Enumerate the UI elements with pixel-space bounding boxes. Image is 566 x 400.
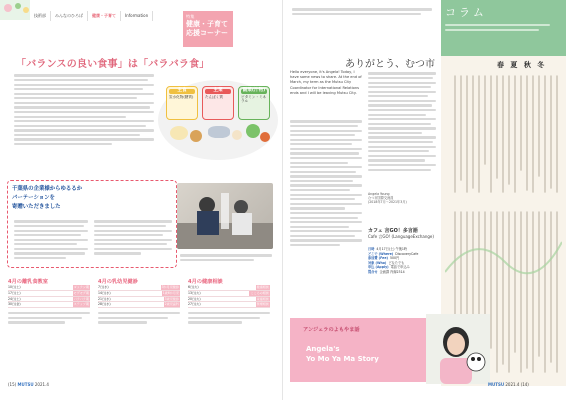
event-name: 1歳6か月児: [162, 290, 179, 295]
event-title: 4月の乳幼児健診: [98, 279, 138, 285]
event-date: 17日(土): [8, 290, 21, 295]
people-photo-icon: [177, 183, 273, 249]
info-key: 参加費 (Fee): [368, 256, 388, 261]
event-date: 24日(土): [8, 296, 21, 301]
event-date: 20日(火): [188, 296, 201, 301]
special-title: 健康・子育て 応援コーナー: [186, 20, 228, 37]
rice-icon: [170, 126, 188, 140]
angela-portrait: [426, 314, 490, 384]
info-key: 日時: [368, 247, 375, 251]
event-name: 3歳児健診: [164, 296, 179, 301]
event-name: モグモグ期: [73, 290, 89, 295]
event-date: 7日(水): [98, 285, 109, 289]
english-intro: Hello everyone, it's Angela! Today, I have some news to share. At the end of March, my term as the Mutsu City Coordinator for International Relations ends and I will be leaving Mutsu City.: [290, 70, 362, 95]
info-value: 500円: [389, 256, 400, 261]
tab-plaza[interactable]: みんなのひろば: [51, 11, 88, 21]
event-date: 30日(金): [8, 302, 21, 307]
photo-caption: [180, 252, 272, 264]
cafe-title: カフェ 言GO！多言語: [368, 228, 418, 234]
portrait-photo-icon: [426, 314, 490, 384]
staple-box: [166, 86, 198, 120]
info-key: どこで (Where): [368, 251, 394, 256]
event-name: 2歳児歯科: [164, 302, 179, 307]
page-number: (15): [8, 382, 17, 387]
event-table-checkup: [98, 278, 180, 370]
page-number: (14): [520, 382, 529, 387]
tab-tech[interactable]: 技術部: [30, 11, 51, 21]
event-date: 10日(土): [8, 285, 21, 289]
info-key: 申込 (Apply): [368, 265, 389, 270]
event-title: 4月の健康相談: [188, 279, 223, 285]
article-headline: 「バランスの良い食事」は「バラバラ食」: [16, 59, 210, 70]
column-subtitle: 春 夏 秋 冬: [497, 61, 547, 69]
info-value: 4月17日(土) 午後1時: [376, 247, 408, 251]
fish-icon: [208, 126, 230, 138]
side-dish-desc: ビタミン・ミネラル: [241, 94, 267, 104]
special-corner-box: [183, 11, 233, 47]
event-name: 3か月児健診: [161, 285, 179, 289]
article-title-thanks: ありがとう、むつ市: [345, 59, 435, 70]
column-title: コラム: [445, 6, 487, 19]
angela-story-english: Angela's Yo Mo Ya Ma Story: [306, 345, 379, 363]
left-footer: [8, 382, 49, 387]
event-title: 4月の離乳食教室: [8, 279, 48, 285]
event-date: 28日(水): [98, 302, 111, 307]
signature-term: (2018年7月～2021年3月): [368, 200, 407, 205]
tab-information[interactable]: Information: [121, 11, 153, 21]
event-name: パクパク期: [73, 296, 89, 301]
main-dish-box: [202, 86, 234, 120]
event-table-baby-food: [8, 278, 90, 370]
event-date: 14日(水): [98, 290, 111, 295]
egg-icon: [232, 130, 242, 140]
brand-logo: MUTSU: [17, 382, 34, 387]
donation-photo: [177, 183, 273, 249]
main-dish-desc: たんぱく質: [205, 94, 223, 99]
info-value: どなたでも: [388, 260, 405, 265]
staple-desc: 炭水化物(糖質): [169, 94, 194, 99]
nav-tabs: [30, 11, 153, 21]
info-key: 問合せ: [368, 269, 378, 274]
donation-body-col2: [94, 218, 172, 257]
info-value: DiscoveryCafe: [395, 251, 419, 256]
side-dish-label: 副菜(汁物): [242, 88, 266, 93]
event-name: 禁煙相談: [256, 302, 269, 307]
bread-icon: [190, 130, 202, 142]
brand-logo: MUTSU: [488, 382, 505, 387]
right-top-notice: [292, 6, 432, 34]
signature-role: むつ市国際交流員: [368, 196, 394, 201]
carrot-icon: [260, 132, 270, 142]
signature-block: [368, 192, 436, 205]
tab-health[interactable]: 健康・子育て: [88, 11, 121, 21]
cafe-subtitle: Cafe 言GO! (LanguageExchange): [368, 234, 434, 239]
issue-date: 2021.4: [505, 382, 520, 387]
cafe-info-list: [368, 247, 434, 275]
special-label: 特集: [186, 14, 195, 19]
event-name: 健康相談: [256, 285, 269, 289]
balanced-meal-illustration: [158, 80, 278, 160]
side-dish-box: [238, 86, 270, 120]
japanese-body: [368, 70, 436, 173]
issue-date: 2021.4: [34, 382, 49, 387]
staple-label: 主食: [169, 89, 195, 94]
info-value: 企画課 内線2314: [379, 269, 405, 274]
article-body: [14, 72, 154, 148]
info-key: 対象 (Who): [368, 260, 387, 265]
donation-title: 千葉県の企業様からゆるるか パーテーションを 寄贈いただきました: [12, 186, 83, 210]
signature-name: Angela Young: [368, 192, 390, 196]
right-footer: [488, 382, 529, 387]
vegetable-icon: [246, 124, 260, 138]
column-header: [441, 0, 566, 56]
event-date: 27日(火): [188, 302, 201, 307]
english-body: [290, 118, 362, 249]
event-name: 栄養相談: [256, 296, 269, 301]
event-date: 13日(火): [188, 290, 201, 295]
event-date: 6日(火): [188, 285, 199, 289]
event-date: 21日(水): [98, 296, 111, 301]
event-name: ステップ期: [73, 302, 89, 307]
event-name: ゴックン期: [73, 285, 89, 289]
event-table-consultation: [188, 278, 270, 370]
event-name: こころの相談: [250, 290, 269, 295]
main-dish-label: 主菜: [205, 89, 231, 94]
angela-story-title: アンジェラのよもやま話: [303, 327, 360, 333]
info-value: 電話で申込み: [390, 265, 410, 270]
donation-body-col1: [14, 218, 88, 262]
